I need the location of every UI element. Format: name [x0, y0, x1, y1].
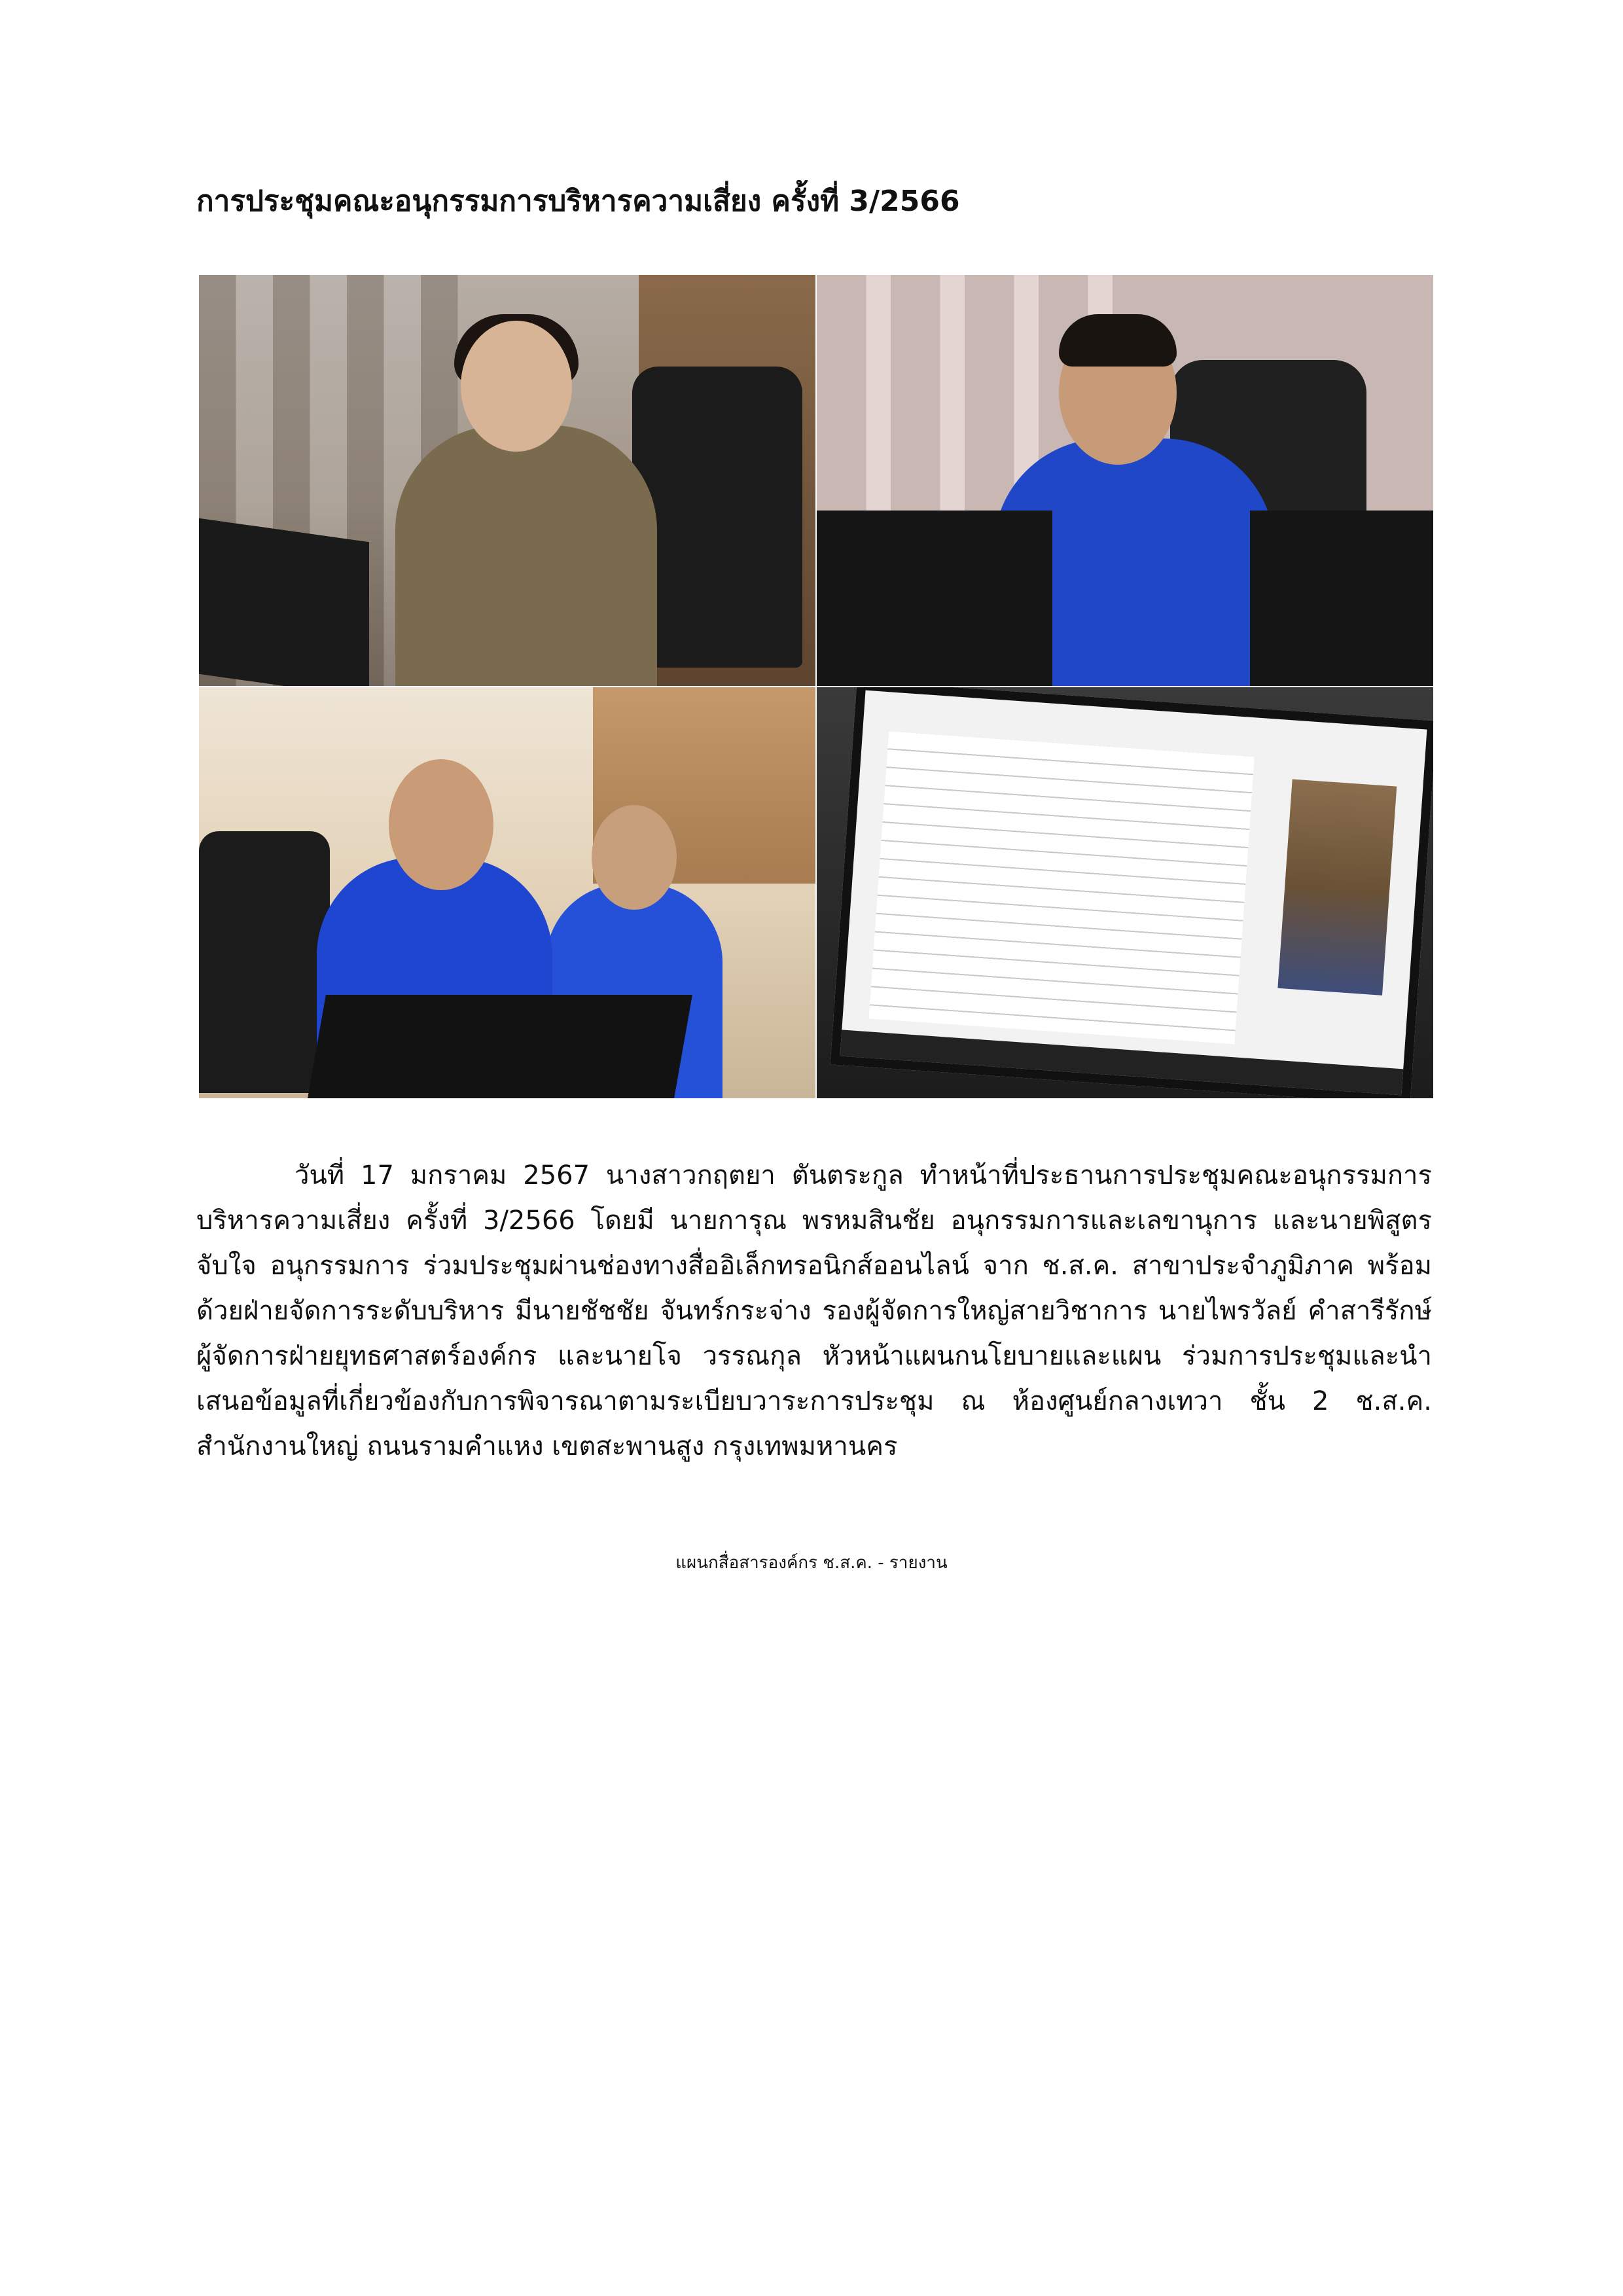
photo-member-blue-polo [817, 275, 1433, 686]
photo-person-hair [1059, 314, 1177, 367]
photo-collage [199, 275, 1433, 1098]
report-credit: แผนกสื่อสารองค์กร ช.ส.ค. - รายงาน [675, 1553, 948, 1573]
photo-chair [199, 831, 330, 1093]
document-title: การประชุมคณะอนุกรรมการบริหารความเสี่ยง ครั้งที่ 3/2566 [196, 185, 960, 218]
photo-monitor [1250, 511, 1433, 686]
photo-chairwoman [199, 275, 815, 686]
photo-person-head [592, 805, 677, 910]
photo-two-members [199, 687, 815, 1098]
photo-monitor [817, 511, 1052, 686]
photo-screen-document [869, 731, 1255, 1044]
photo-person-body [395, 425, 657, 686]
photo-chair [632, 367, 802, 668]
photo-screen [830, 687, 1433, 1098]
photo-online-screen [817, 687, 1433, 1098]
photo-monitor [199, 518, 369, 686]
photo-screen-taskbar [840, 1030, 1404, 1095]
photo-monitor [308, 995, 692, 1098]
body-paragraph [196, 1153, 1432, 1469]
body-paragraph-text: วันที่ 17 มกราคม 2567 นางสาวกฤตยา ตันตระกูล ทำหน้าที่ประธานการประชุมคณะอนุกรรมการบริหารความเสี่ยง ครั้งที่ 3/2566 โดยมี นายการุณ พรหมสินชัย อนุกรรมการและเลขานุการ และนายพิสูตร จับใจ อนุกรรมการ ร่วมประชุมผ่านช่องทางสื่ออิเล็กทรอนิกส์ออนไลน์ จาก ช.ส.ค. สาขาประจำภูมิภาค พร้อมด้วยฝ่ายจัดการระดับบริหาร มีนายชัชชัย จันทร์กระจ่าง รองผู้จัดการใหญ่สายวิชาการ นายไพรวัลย์ คำสารีรักษ์ ผู้จัดการฝ่ายยุทธศาสตร์องค์กร และนายโจ วรรณกุล หัวหน้าแผนกนโยบายและแผน ร่วมการประชุมและนำเสนอข้อมูลที่เกี่ยวข้องกับการพิจารณาตามระเบียบวาระการประชุม ณ ห้องศูนย์กลางเทวา ชั้น 2 ช.ส.ค. สำนักงานใหญ่ ถนนรามคำแหง เขตสะพานสูง กรุงเทพมหานคร [196, 1160, 1432, 1462]
photo-person-head [389, 759, 493, 890]
photo-screen-video-panel [1277, 780, 1397, 996]
photo-person-head [461, 321, 572, 452]
